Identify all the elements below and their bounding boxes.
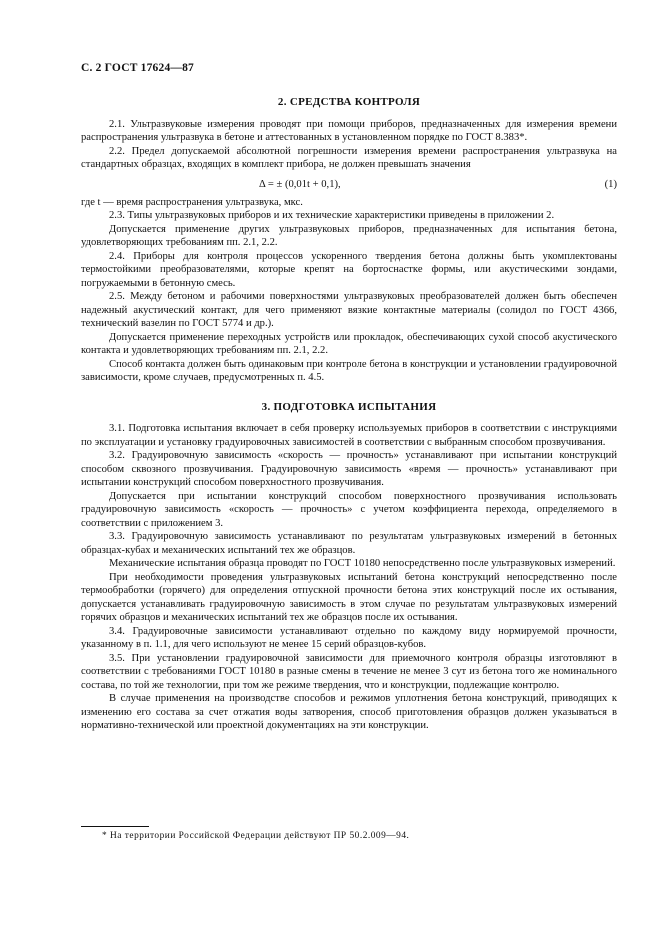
paragraph-2-5-note: Допускается применение переходных устройств или прокладок, обеспечивающих сухой способ акустического контакта и удовлетворяющих требованиям пп. 2.1, 2.2. [81,331,617,356]
footnote-divider [81,826,149,827]
formula-number: (1) [604,178,617,190]
paragraph-3-2-note: Допускается при испытании конструкций способом поверхностного прозвучивания использовать градуировочную зависимость «скорость — прочность» с учетом коэффициента перехода, определяемого в соответствии с приложением 3. [81,490,617,529]
paragraph-2-2-where: где t — время распространения ультразвука, мкс. [81,196,303,208]
footnote: * На территории Российской Федерации действуют ПР 50.2.009—94. [102,831,410,841]
paragraph-3-3-mech: Механические испытания образца проводят по ГОСТ 10180 непосредственно после ультразвуковых измерений. [109,558,616,569]
page-header: С. 2 ГОСТ 17624—87 [81,62,194,74]
paragraph-2-2: 2.2. Предел допускаемой абсолютной погрешности измерения времени распространения ультразвука на стандартных образцах, входящих в комплект прибора, не должен превышать значения [81,145,617,170]
paragraph-2-1: 2.1. Ультразвуковые измерения проводят при помощи приборов, предназначенных для измерения времени распространения ультразвука в бетоне и аттестованных в установленном порядке по ГОСТ 8.383*. [81,118,617,143]
paragraph-2-3-note: Допускается применение других ультразвуковых приборов, предназначенных для испытания бетона, удовлетворяющих требованиям пп. 2.1, 2.2. [81,223,617,248]
paragraph-2-3: 2.3. Типы ультразвуковых приборов и их технические характеристики приведены в приложении 2. [109,210,555,221]
paragraph-3-3: 3.3. Градуировочную зависимость устанавливают по результатам ультразвуковых измерений в бетонных образцах-кубах и механических испытаний тех же образцов. [81,531,617,556]
paragraph-3-5-note: В случае применения на производстве способов и режимов уплотнения бетона конструкций, приводящих к изменению его состава за счет отжатия воды затворения, способ приготовления образцов должен указываться в нормативно-технической или проектной документациях на эти конструкции. [81,693,617,731]
paragraph-3-4: 3.4. Градуировочные зависимости устанавливают отдельно по каждому виду нормируемой прочности, указанному в п. 1.1, для чего используют не менее 15 серий образцов-кубов. [81,625,617,650]
paragraph-3-1: 3.1. Подготовка испытания включает в себя проверку используемых приборов в соответствии с инструкциями по эксплуатации и установку градуировочных зависимостей в соответствии с выбранным способом прозвучивания. [81,423,617,448]
section-3-title: 3. ПОДГОТОВКА ИСПЫТАНИЯ [261,400,437,413]
paragraph-2-5-contact: Способ контакта должен быть одинаковым при контроле бетона в конструкции и установлении градуировочной зависимости, кроме случаев, предусмотренных п. 4.5. [81,358,617,383]
formula-1 [81,176,617,193]
paragraph-3-3-hot: При необходимости проведения ультразвуковых испытаний бетона конструкций непосредственно после термообработки (горячего) для определения отпускной прочности бетона этих конструкций после их остывания, допускается устанавливать градуировочную зависимость в этом случае по результатам ультразвуковых измерений горячих образцов и механических испытаний тех же образцов после их остывания. [81,571,617,623]
paragraph-3-2: 3.2. Градуировочную зависимость «скорость — прочность» устанавливают при испытании конструкций способом сквозного прозвучивания. Градуировочную зависимость «время — прочность» устанавливают при испытании конструкций способом поверхностного прозвучивания. [81,450,617,488]
paragraph-2-5: 2.5. Между бетоном и рабочими поверхностями ультразвуковых преобразователей должен быть обеспечен надежный акустический контакт, для чего применяют вязкие контактные материалы (солидол по ГОСТ 4366, технический вазелин по ГОСТ 5774 и др.). [81,291,617,329]
formula-expression: Δ = ± (0,01t + 0,1), [259,178,341,190]
document-body [81,96,617,733]
paragraph-2-4: 2.4. Приборы для контроля процессов ускоренного твердения бетона должны быть укомплектованы термостойкими преобразователями, которые крепят на бортоснастке формы, или акустическими зондами, погружаемыми в бетонную смесь. [81,250,617,289]
paragraph-3-5: 3.5. При установлении градуировочной зависимости для приемочного контроля образцы изготовляют в соответствии с требованиями ГОСТ 10180 в разные смены в течение не менее 3 сут из бетона того же номинального состава, по той же технологии, при том же режиме твердения, что и конструкции, подлежащие контролю. [81,652,617,691]
section-2-title: 2. СРЕДСТВА КОНТРОЛЯ [277,96,421,108]
